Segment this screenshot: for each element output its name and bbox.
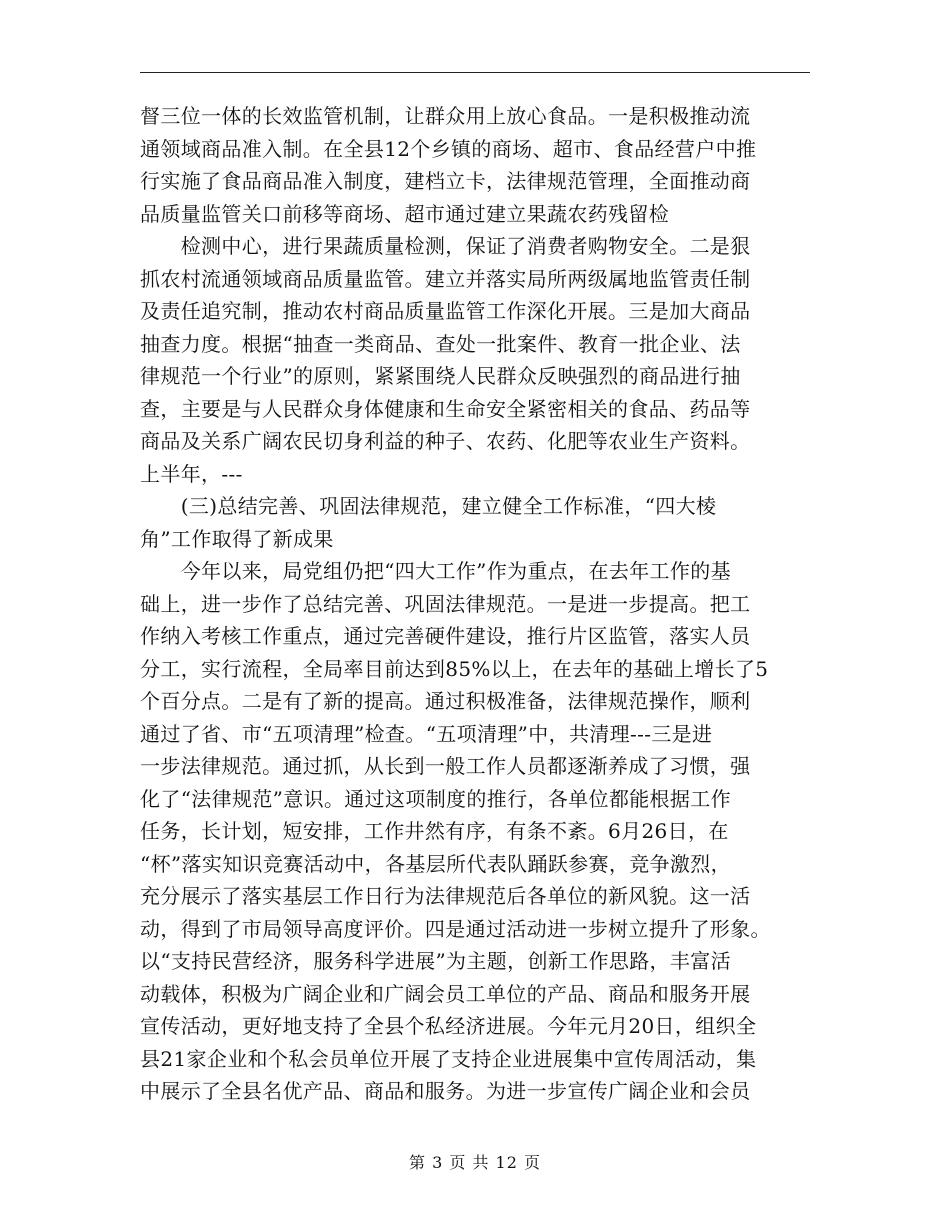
text-line: 宣传活动，更好地支持了全县个私经济进展。今年元月20日，组织全 xyxy=(140,1014,757,1038)
document-body xyxy=(140,100,810,1108)
text-line: 商品及关系广阔农民切身利益的种子、农药、化肥等农业生产资料。 xyxy=(140,429,751,453)
text-line: 品质量监管关口前移等商场、超市通过建立果蔬农药残留检 xyxy=(140,201,670,226)
text-line: 分工，实行流程，全局率目前达到85%以上，在去年的基础上增长了5 xyxy=(140,656,769,681)
text-line: 上半年，--- xyxy=(140,461,243,486)
text-line: 作纳入考核工作重点，通过完善硬件建设，推行片区监管，落实人员 xyxy=(140,624,751,648)
text-line: 及责任追究制，推动农村商品质量监管工作深化开展。三是加大商品 xyxy=(140,299,751,323)
text-line: 行实施了食品商品准入制度，建档立卡，法律规范管理，全面推动商 xyxy=(140,169,751,193)
text-line: 任务，长计划，短安排，工作井然有序，有条不紊。6月26日，在 xyxy=(140,819,729,843)
text-line: 通领域商品准入制。在全县12个乡镇的商场、超市、食品经营户中推 xyxy=(140,136,757,161)
text-line: 以“支持民营经济，服务科学进展”为主题，创新工作思路，丰富活 xyxy=(140,949,731,973)
text-line: 抽查力度。根据“抽查一类商品、查处一批案件、教育一批企业、法 xyxy=(140,331,741,356)
text-line: 律规范一个行业”的原则，紧紧围绕人民群众反映强烈的商品进行抽 xyxy=(140,364,741,388)
section-heading-line: (三)总结完善、巩固法律规范，建立健全工作标准，“四大棱 xyxy=(140,494,717,518)
text-line: 通过了省、市“五项清理”检查。“五项清理”中，共清理---三是进 xyxy=(140,721,713,746)
text-line: “杯”落实知识竞赛活动中，各基层所代表队踊跃参赛，竞争激烈， xyxy=(140,851,731,876)
text-line: 动，得到了市局领导高度评价。四是通过活动进一步树立提升了形象。 xyxy=(140,916,771,941)
text-line: 化了“法律规范”意识。通过这项制度的推行，各单位都能根据工作 xyxy=(140,786,731,811)
text-line: 个百分点。二是有了新的提高。通过积极准备，法律规范操作，顺利 xyxy=(140,689,751,713)
page-number-footer: 第 3 页 共 12 页 xyxy=(409,1153,541,1172)
text-line: 充分展示了落实基层工作日行为法律规范后各单位的新风貌。这一活 xyxy=(140,884,751,908)
text-line: 中展示了全县名优产品、商品和服务。为进一步宣传广阔企业和会员 xyxy=(140,1079,751,1103)
text-line: 督三位一体的长效监管机制，让群众用上放心食品。一是积极推动流 xyxy=(140,104,751,128)
text-line: 动载体，积极为广阔企业和广阔会员工单位的产品、商品和服务开展 xyxy=(140,981,751,1006)
text-line: 县21家企业和个私会员单位开展了支持企业进展集中宣传周活动，集 xyxy=(140,1046,757,1071)
text-line: 一步法律规范。通过抓，从长到一般工作人员都逐渐养成了习惯，强 xyxy=(140,754,751,778)
text-line: 查，主要是与人民群众身体健康和生命安全紧密相关的食品、药品等 xyxy=(140,396,751,421)
text-line: 今年以来，局党组仍把“四大工作”作为重点，在去年工作的基 xyxy=(140,559,731,583)
text-line: 础上，进一步作了总结完善、巩固法律规范。一是进一步提高。把工 xyxy=(140,591,751,616)
text-line: 抓农村流通领域商品质量监管。建立并落实局所两级属地监管责任制 xyxy=(140,266,751,291)
text-line: 检测中心，进行果蔬质量检测，保证了消费者购物安全。二是狠 xyxy=(140,234,751,258)
section-heading-line: 角”工作取得了新成果 xyxy=(140,526,334,551)
header-rule xyxy=(140,72,810,73)
